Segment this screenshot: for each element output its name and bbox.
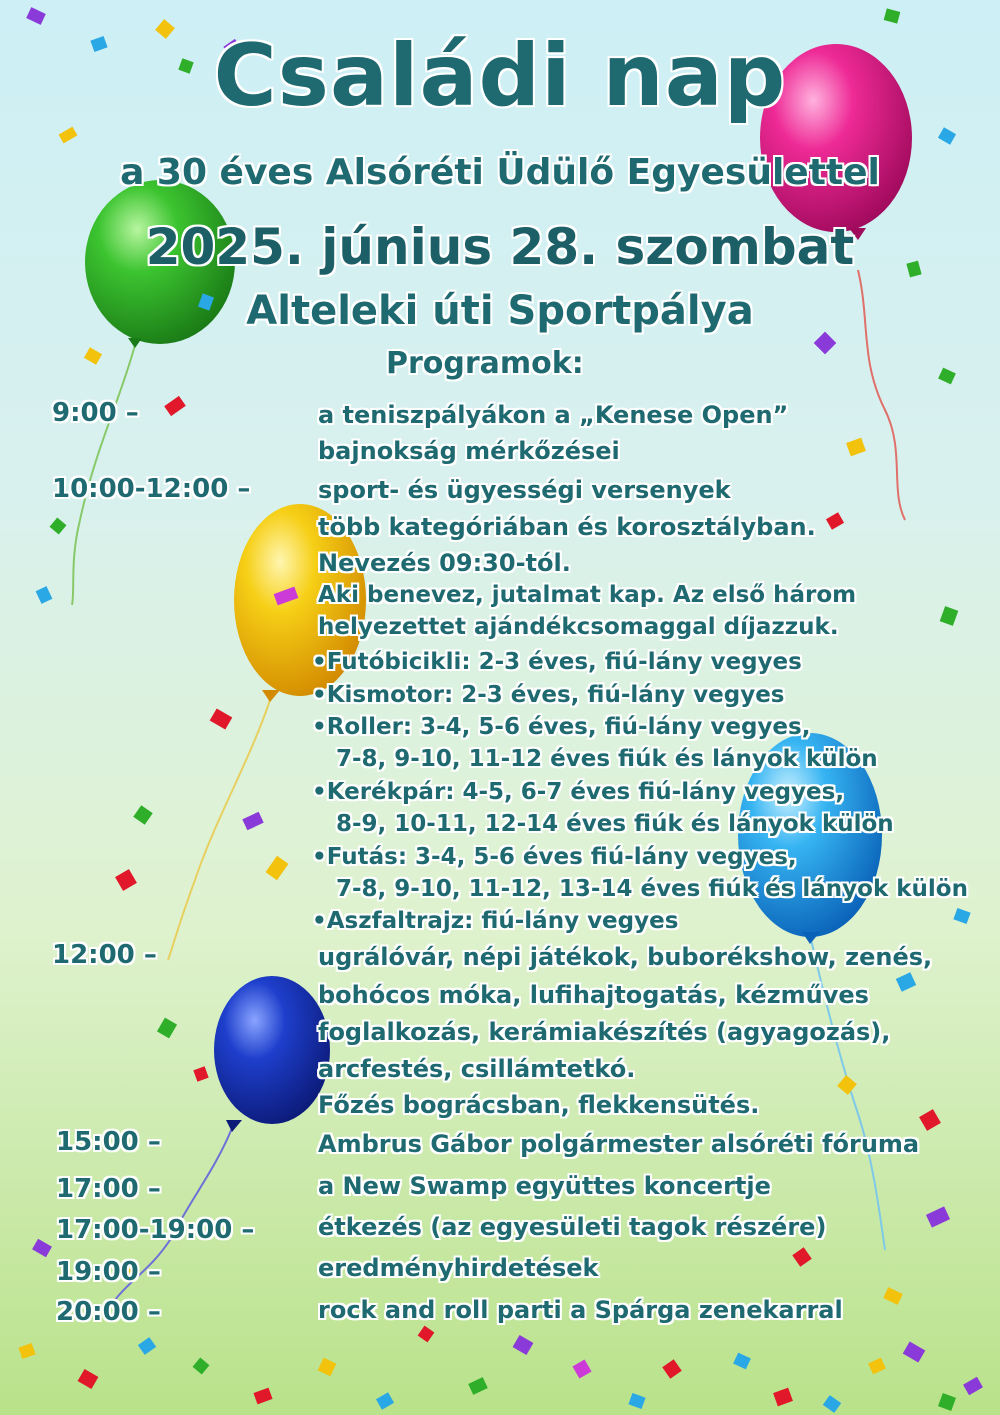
schedule-line: Aki benevez, jutalmat kap. Az első három (318, 582, 857, 608)
schedule-line: •Kerékpár: 4-5, 6-7 éves fiú-lány vegyes, (312, 779, 845, 805)
schedule-time: 15:00 – (56, 1127, 161, 1157)
event-venue: Alteleki úti Sportpálya (246, 288, 754, 334)
schedule-line: •Roller: 3-4, 5-6 éves, fiú-lány vegyes, (312, 714, 811, 740)
poster-subtitle: a 30 éves Alsóréti Üdülő Egyesülettel (120, 152, 880, 193)
schedule-line: •Kismotor: 2-3 éves, fiú-lány vegyes (312, 682, 785, 708)
schedule-line: eredményhirdetések (318, 1254, 599, 1282)
schedule-line: •Aszfaltrajz: fiú-lány vegyes (312, 908, 679, 934)
event-date: 2025. június 28. szombat (145, 218, 855, 276)
schedule-line: a teniszpályákon a „Kenese Open” (318, 401, 789, 429)
schedule-line: rock and roll parti a Spárga zenekarral (318, 1296, 843, 1324)
schedule-line: ugrálóvár, népi játékok, buborékshow, zenés, (318, 943, 933, 971)
schedule-line: bajnokság mérkőzései (318, 437, 620, 465)
schedule-line: •Futás: 3-4, 5-6 éves fiú-lány vegyes, (312, 844, 797, 870)
schedule-time: 20:00 – (56, 1297, 161, 1327)
schedule-line: 8-9, 10-11, 12-14 éves fiúk és lányok külön (336, 811, 894, 837)
schedule-time: 17:00 – (56, 1174, 161, 1204)
schedule-line: Főzés bográcsban, flekkensütés. (318, 1091, 760, 1119)
schedule-time: 12:00 – (52, 940, 157, 970)
poster-title: Családi nap (213, 26, 787, 126)
schedule-line: Nevezés 09:30-tól. (318, 549, 571, 577)
schedule-line: sport- és ügyességi versenyek (318, 476, 731, 504)
schedule-time: 19:00 – (56, 1257, 161, 1287)
schedule-line: 7-8, 9-10, 11-12, 13-14 éves fiúk és lányok külön (336, 876, 968, 902)
programs-heading: Programok: (386, 346, 584, 381)
schedule-line: étkezés (az egyesületi tagok részére) (318, 1213, 827, 1241)
schedule-time: 10:00-12:00 – (52, 474, 251, 504)
schedule-line: helyezettet ajándékcsomaggal díjazzuk. (318, 614, 839, 640)
schedule-line: több kategóriában és korosztályban. (318, 513, 816, 541)
schedule-line: foglalkozás, kerámiakészítés (agyagozás), (318, 1018, 891, 1046)
schedule-line: a New Swamp együttes koncertje (318, 1172, 771, 1200)
schedule-time: 17:00-19:00 – (56, 1215, 255, 1245)
schedule-line: Ambrus Gábor polgármester alsóréti fóruma (318, 1130, 920, 1158)
schedule-line: 7-8, 9-10, 11-12 éves fiúk és lányok külön (336, 746, 878, 772)
schedule-line: arcfestés, csillámtetkó. (318, 1055, 636, 1083)
navy-balloon (214, 976, 330, 1132)
schedule-line: bohócos móka, lufihajtogatás, kézműves (318, 981, 869, 1009)
schedule-time: 9:00 – (52, 398, 139, 428)
schedule-line: •Futóbicikli: 2-3 éves, fiú-lány vegyes (312, 649, 802, 675)
balloon-string (168, 700, 270, 960)
